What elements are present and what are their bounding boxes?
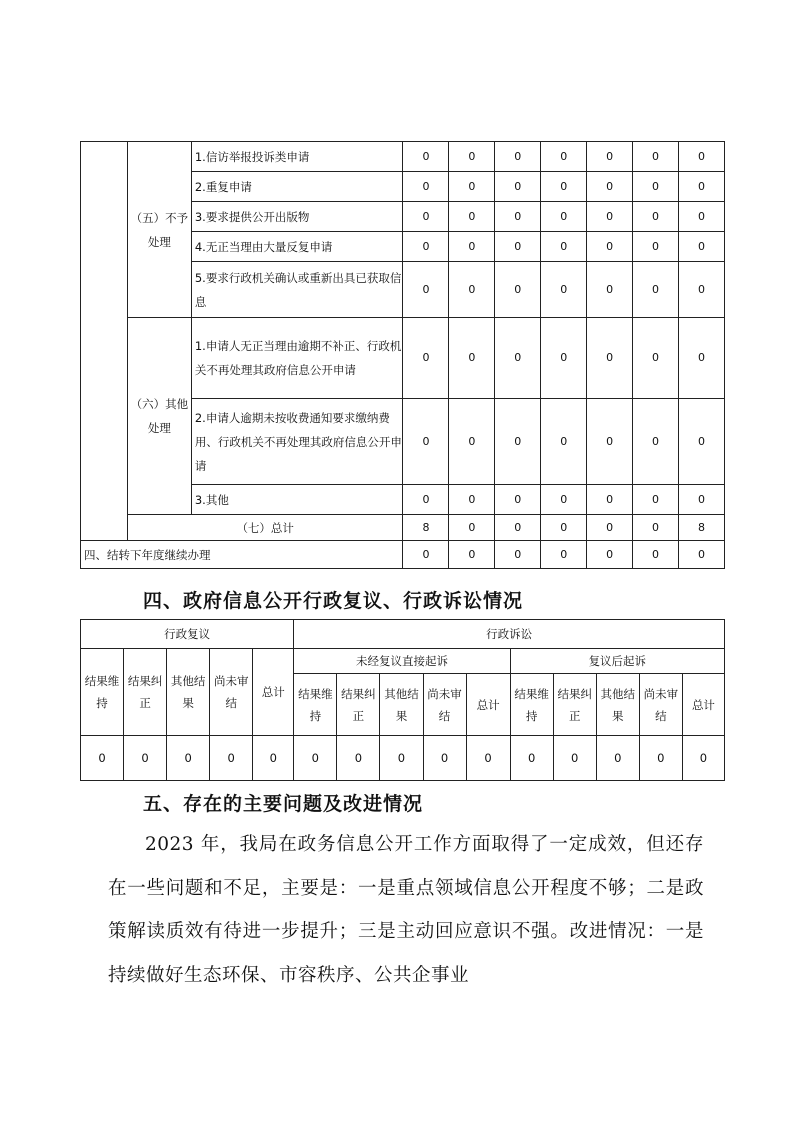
item-label: 2.申请人逾期未按收费通知要求缴纳费用、行政机关不再处理其政府信息公开申请: [191, 399, 403, 485]
review-litigation-table: [80, 619, 725, 781]
item-label: 2.重复申请: [191, 172, 403, 202]
value-cell: 0: [403, 202, 449, 232]
total-value-cell: 8: [679, 515, 725, 541]
review-value: 0: [210, 736, 253, 781]
value-cell: 0: [403, 172, 449, 202]
direct-value: 0: [423, 736, 466, 781]
category-label: （五）不予处理: [127, 142, 191, 318]
review-header: 行政复议: [81, 620, 294, 649]
carryover-value-cell: 0: [449, 541, 495, 569]
value-cell: 0: [403, 318, 449, 399]
value-cell: 0: [403, 399, 449, 485]
value-cell: 0: [587, 399, 633, 485]
value-cell: 0: [495, 232, 541, 262]
value-cell: 0: [587, 485, 633, 515]
value-cell: 0: [679, 172, 725, 202]
value-cell: 0: [541, 399, 587, 485]
outer-blank-cell: [81, 142, 128, 541]
value-cell: 0: [495, 485, 541, 515]
carryover-label: 四、结转下年度继续办理: [81, 541, 403, 569]
value-cell: 0: [495, 262, 541, 318]
value-cell: 0: [541, 318, 587, 399]
value-cell: 0: [633, 232, 679, 262]
value-cell: 0: [587, 202, 633, 232]
value-cell: 0: [495, 318, 541, 399]
direct-suit-header: 未经复议直接起诉: [294, 649, 510, 674]
item-label: 3.要求提供公开出版物: [191, 202, 403, 232]
section4-heading: 四、政府信息公开行政复议、行政诉讼情况: [143, 590, 524, 612]
value-cell: 0: [633, 399, 679, 485]
direct-col-label: 其他结果: [380, 674, 423, 736]
value-cell: 0: [403, 485, 449, 515]
value-cell: 0: [449, 399, 495, 485]
item-label: 5.要求行政机关确认或重新出具已获取信息: [191, 262, 403, 318]
review-value: 0: [253, 736, 294, 781]
item-label: 1.信访举报投诉类申请: [191, 142, 403, 172]
value-cell: 0: [495, 142, 541, 172]
direct-col-label: 总计: [466, 674, 510, 736]
review-value: 0: [124, 736, 167, 781]
value-cell: 0: [495, 202, 541, 232]
value-cell: 0: [679, 232, 725, 262]
item-label: 1.申请人无正当理由逾期不补正、行政机关不再处理其政府信息公开申请: [191, 318, 403, 399]
value-cell: 0: [449, 485, 495, 515]
value-cell: 0: [449, 232, 495, 262]
value-cell: 0: [449, 318, 495, 399]
after-col-label: 结果纠正: [553, 674, 596, 736]
carryover-value-cell: 0: [495, 541, 541, 569]
after-value: 0: [639, 736, 682, 781]
value-cell: 0: [403, 232, 449, 262]
review-col-label: 结果纠正: [124, 649, 167, 736]
litigation-header: 行政诉讼: [294, 620, 725, 649]
value-cell: 0: [633, 485, 679, 515]
value-cell: 0: [449, 202, 495, 232]
review-col-label: 总计: [253, 649, 294, 736]
value-cell: 0: [679, 262, 725, 318]
review-col-label: 其他结果: [167, 649, 210, 736]
value-cell: 0: [587, 232, 633, 262]
carryover-value-cell: 0: [587, 541, 633, 569]
value-cell: 0: [449, 142, 495, 172]
value-cell: 0: [587, 172, 633, 202]
value-cell: 0: [633, 142, 679, 172]
value-cell: 0: [633, 172, 679, 202]
value-cell: 0: [541, 485, 587, 515]
value-cell: 0: [541, 202, 587, 232]
value-cell: 0: [495, 399, 541, 485]
value-cell: 0: [679, 318, 725, 399]
direct-col-label: 尚未审结: [423, 674, 466, 736]
review-value: 0: [81, 736, 124, 781]
item-label: 4.无正当理由大量反复申请: [191, 232, 403, 262]
direct-value: 0: [337, 736, 380, 781]
after-review-suit-header: 复议后起诉: [510, 649, 724, 674]
value-cell: 0: [587, 142, 633, 172]
total-value-cell: 0: [541, 515, 587, 541]
value-cell: 0: [541, 262, 587, 318]
processing-results-table: [80, 141, 725, 569]
review-col-label: 尚未审结: [210, 649, 253, 736]
total-value-cell: 0: [633, 515, 679, 541]
total-value-cell: 0: [495, 515, 541, 541]
direct-value: 0: [466, 736, 510, 781]
value-cell: 0: [679, 485, 725, 515]
value-cell: 0: [633, 202, 679, 232]
item-label: 3.其他: [191, 485, 403, 515]
total-value-cell: 0: [587, 515, 633, 541]
value-cell: 0: [633, 318, 679, 399]
section5-paragraph: [108, 823, 704, 997]
after-col-label: 尚未审结: [639, 674, 682, 736]
section5-heading: 五、存在的主要问题及改进情况: [143, 793, 424, 815]
category-label: （六）其他处理: [127, 318, 191, 515]
value-cell: 0: [541, 142, 587, 172]
value-cell: 0: [541, 232, 587, 262]
value-cell: 0: [679, 202, 725, 232]
total-label: （七）总计: [127, 515, 403, 541]
after-value: 0: [553, 736, 596, 781]
carryover-value-cell: 0: [679, 541, 725, 569]
carryover-value-cell: 0: [403, 541, 449, 569]
after-value: 0: [682, 736, 724, 781]
section5-paragraph-text: 2023 年，我局在政务信息公开工作方面取得了一定成效，但还存在一些问题和不足，主要是：一是重点领域信息公开程度不够；二是政策解读质效有待进一步提升；三是主动回应意识不强。改进情况：一是持续做好生态环保、市容秩序、公共企事业: [108, 834, 704, 986]
after-col-label: 结果维持: [510, 674, 553, 736]
total-value-cell: 8: [403, 515, 449, 541]
value-cell: 0: [495, 172, 541, 202]
value-cell: 0: [403, 262, 449, 318]
value-cell: 0: [679, 142, 725, 172]
total-value-cell: 0: [449, 515, 495, 541]
review-value: 0: [167, 736, 210, 781]
carryover-value-cell: 0: [633, 541, 679, 569]
review-col-label: 结果维持: [81, 649, 124, 736]
value-cell: 0: [587, 262, 633, 318]
direct-col-label: 结果维持: [294, 674, 337, 736]
value-cell: 0: [449, 172, 495, 202]
value-cell: 0: [679, 399, 725, 485]
value-cell: 0: [541, 172, 587, 202]
after-col-label: 其他结果: [596, 674, 639, 736]
after-value: 0: [596, 736, 639, 781]
value-cell: 0: [449, 262, 495, 318]
value-cell: 0: [633, 262, 679, 318]
direct-value: 0: [380, 736, 423, 781]
direct-col-label: 结果纠正: [337, 674, 380, 736]
carryover-value-cell: 0: [541, 541, 587, 569]
after-col-label: 总计: [682, 674, 724, 736]
value-cell: 0: [403, 142, 449, 172]
direct-value: 0: [294, 736, 337, 781]
after-value: 0: [510, 736, 553, 781]
value-cell: 0: [587, 318, 633, 399]
